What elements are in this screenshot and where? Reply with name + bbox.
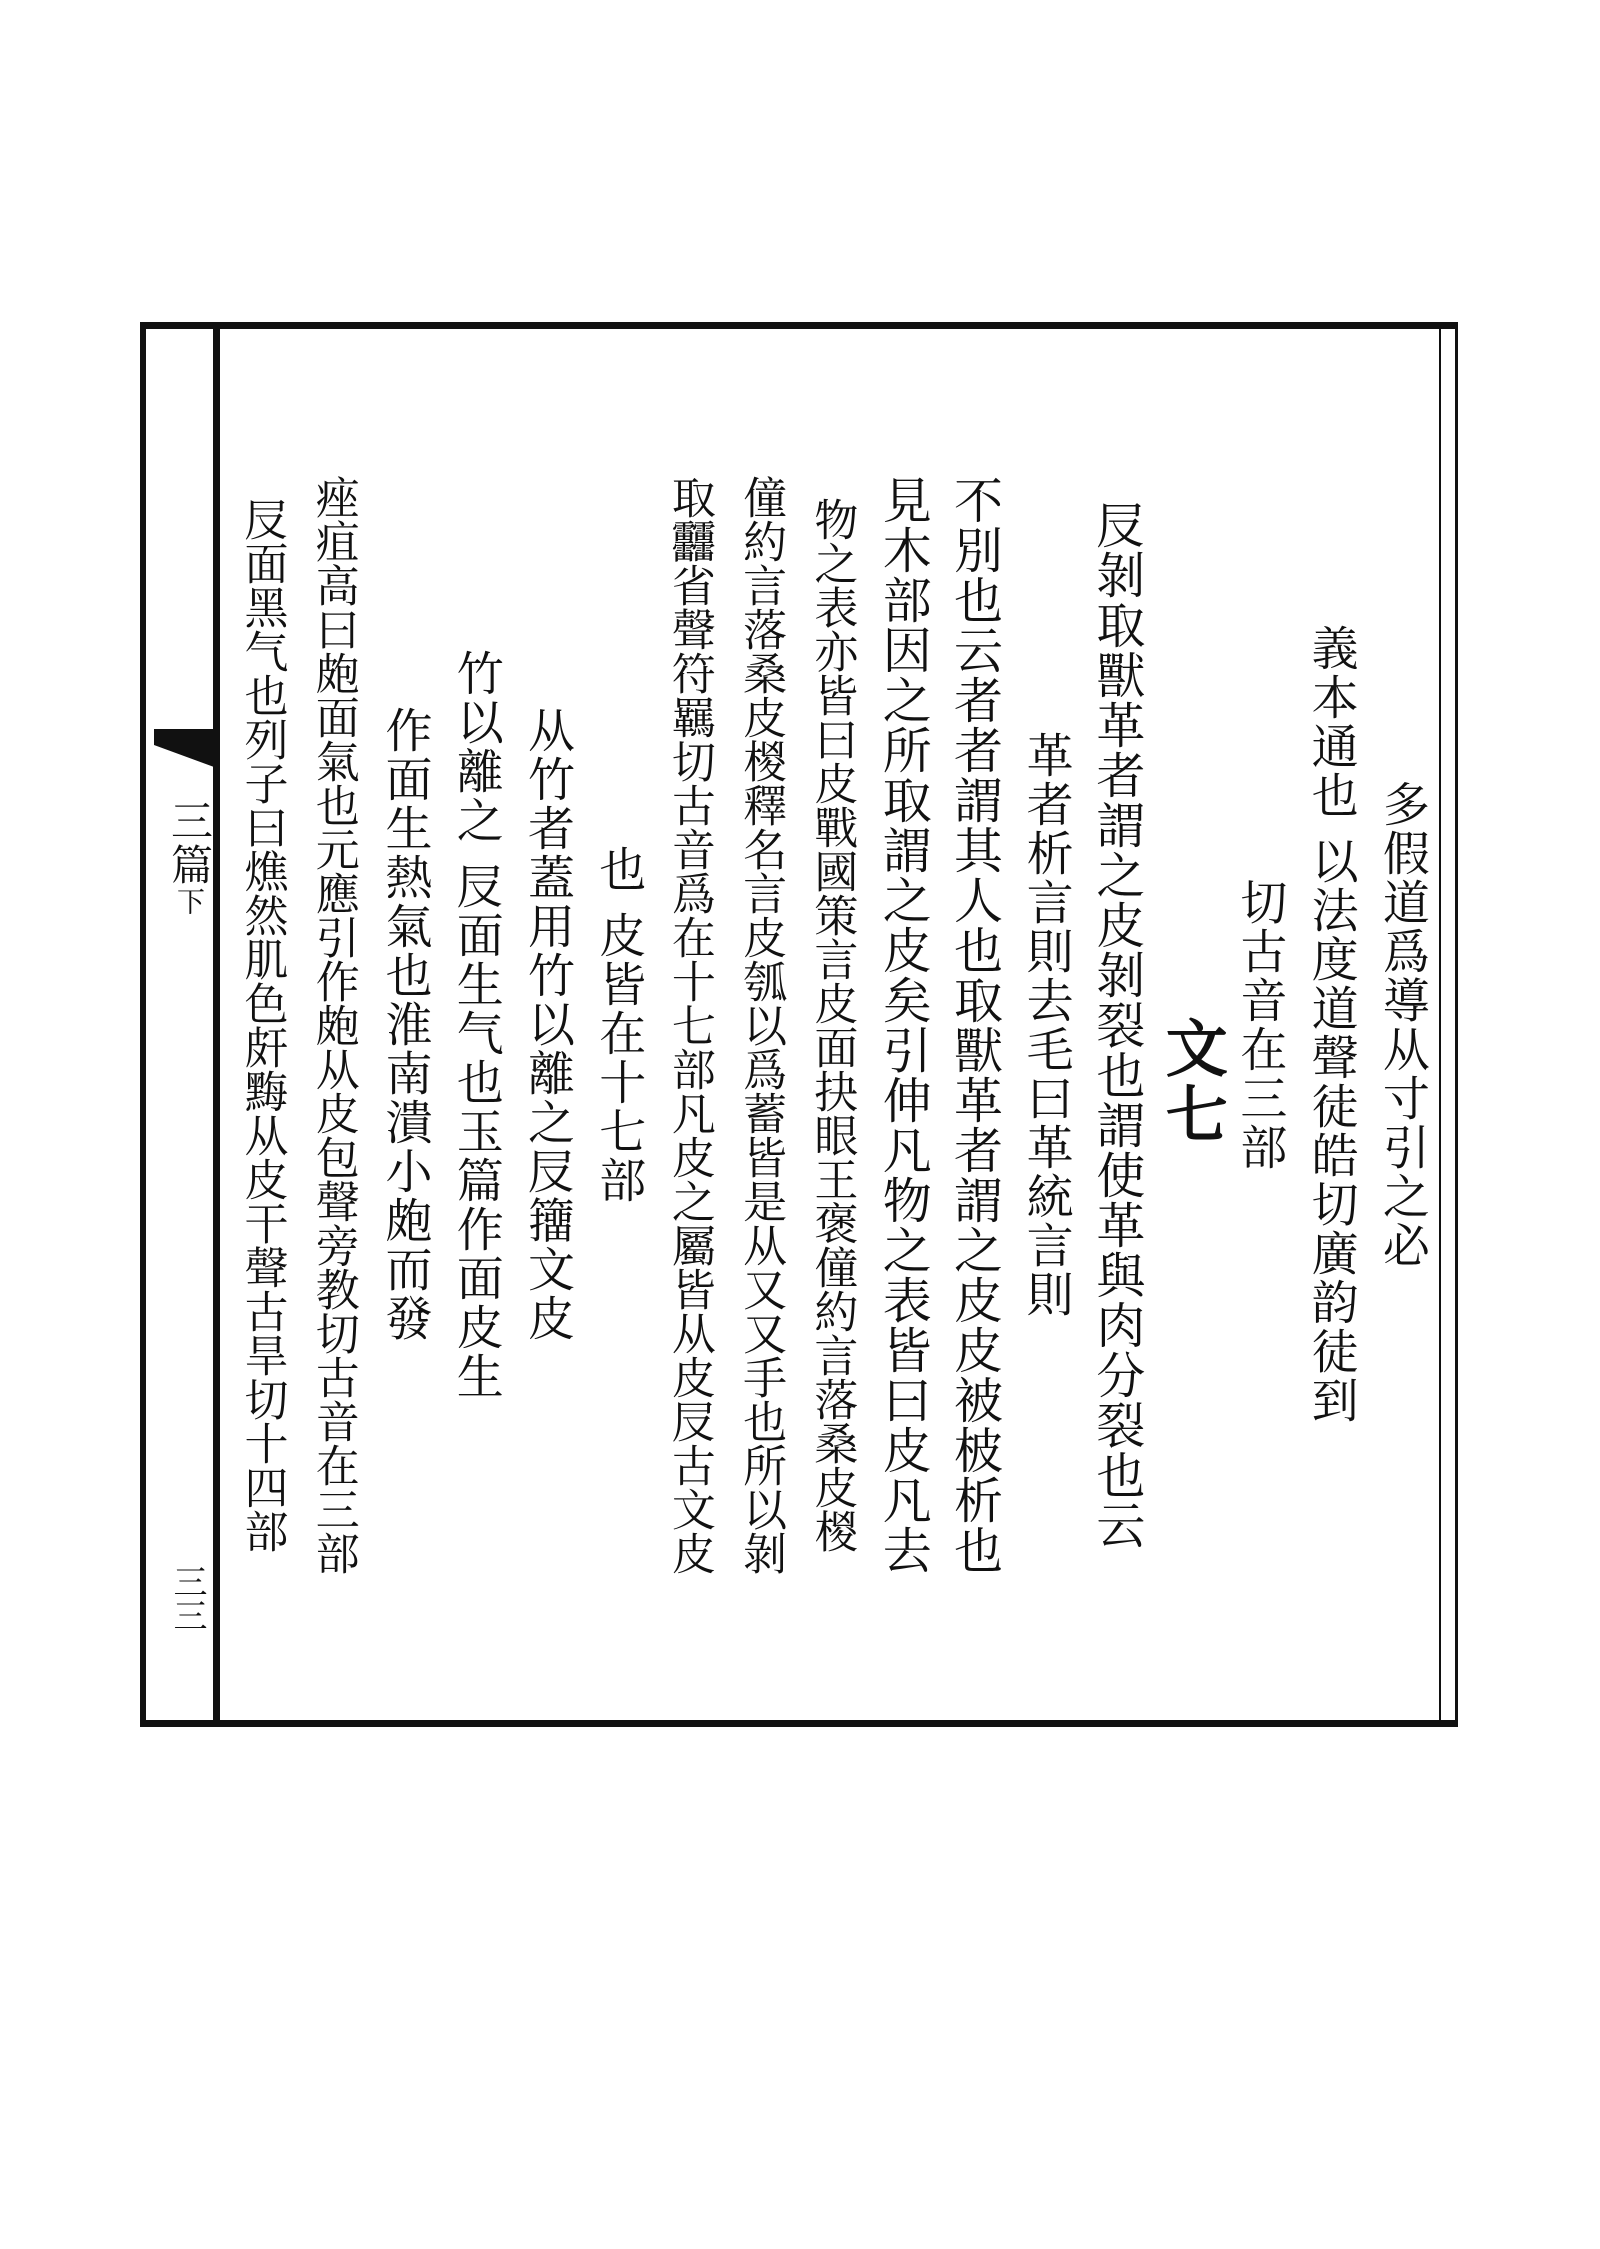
- volume-sub-label: 下: [173, 887, 206, 917]
- column-text: 僮約言落桑皮椶釋名言皮瓠以爲蓄皆是从又又手也所以剝: [735, 474, 787, 1575]
- page-number: 三三: [167, 1564, 207, 1632]
- column-text: 切古音在三部: [1232, 877, 1288, 1172]
- volume-label-text: 三篇: [165, 799, 214, 887]
- text-column: [653, 339, 724, 1710]
- column-text: 竹以離之 㞋面生气也玉篇作面皮生: [448, 648, 504, 1401]
- text-column: [226, 339, 297, 1710]
- text-column: [440, 339, 511, 1710]
- text-column: [511, 339, 582, 1710]
- text-columns: [226, 339, 1437, 1710]
- frame-right-rule: [1439, 329, 1441, 1720]
- column-text: 从竹者蓋用竹以離之㞋籒文皮: [520, 706, 575, 1343]
- column-text: 革者析言則去毛曰革統言則: [1018, 730, 1074, 1319]
- text-column: [368, 339, 439, 1710]
- column-text: 多假道爲導从寸引之必: [1374, 779, 1430, 1270]
- fishtail-mark: [154, 729, 214, 745]
- column-text: 物之表亦皆曰皮戰國策言皮面抉眼王褒僮約言落桑皮椶: [806, 496, 858, 1553]
- column-text: 痤疽高曰皰面氣也元應引作皰从皮包聲旁教切古音在三部: [307, 474, 359, 1575]
- fishtail-mark-tail: [154, 745, 214, 767]
- column-text: 見木部因之所取謂之皮矣引伸凡物之表皆曰皮凡去: [875, 474, 933, 1575]
- text-column: [1366, 339, 1437, 1710]
- column-text: 取䨻省聲符羈切古音爲在十七部凡皮之屬皆从皮㞋古文皮: [663, 474, 715, 1575]
- section-heading-column: [1152, 339, 1229, 1710]
- column-text: 義本通也 以法度道聲徒皓切廣韵徒到: [1303, 624, 1359, 1425]
- column-text: 㞋剝取獸革者謂之皮剝裂也謂使革與肉分裂也云: [1088, 499, 1146, 1550]
- volume-label: [165, 799, 214, 917]
- text-column: [796, 339, 867, 1710]
- column-text: 也 皮皆在十七部: [591, 844, 647, 1205]
- text-column: [1223, 339, 1294, 1710]
- text-column: [938, 339, 1009, 1710]
- text-column: [582, 339, 653, 1710]
- column-text: 㞋面黑气也列子曰燋然肌色皯黣从皮干聲古旱切十四部: [236, 496, 288, 1553]
- column-text: 不別也云者者謂其人也取獸革者謂之皮皮被柀析也: [946, 474, 1004, 1575]
- column-text: 作面生熱氣也淮南潰小皰而發: [377, 706, 433, 1343]
- text-column: [1081, 339, 1152, 1710]
- text-column: [867, 339, 938, 1710]
- page-frame: [140, 322, 1458, 1727]
- text-column: [1295, 339, 1366, 1710]
- text-column: [297, 339, 368, 1710]
- text-column: [1010, 339, 1081, 1710]
- fold-margin: [140, 329, 220, 1720]
- section-heading: 文七: [1155, 1016, 1229, 1148]
- text-column: [725, 339, 796, 1710]
